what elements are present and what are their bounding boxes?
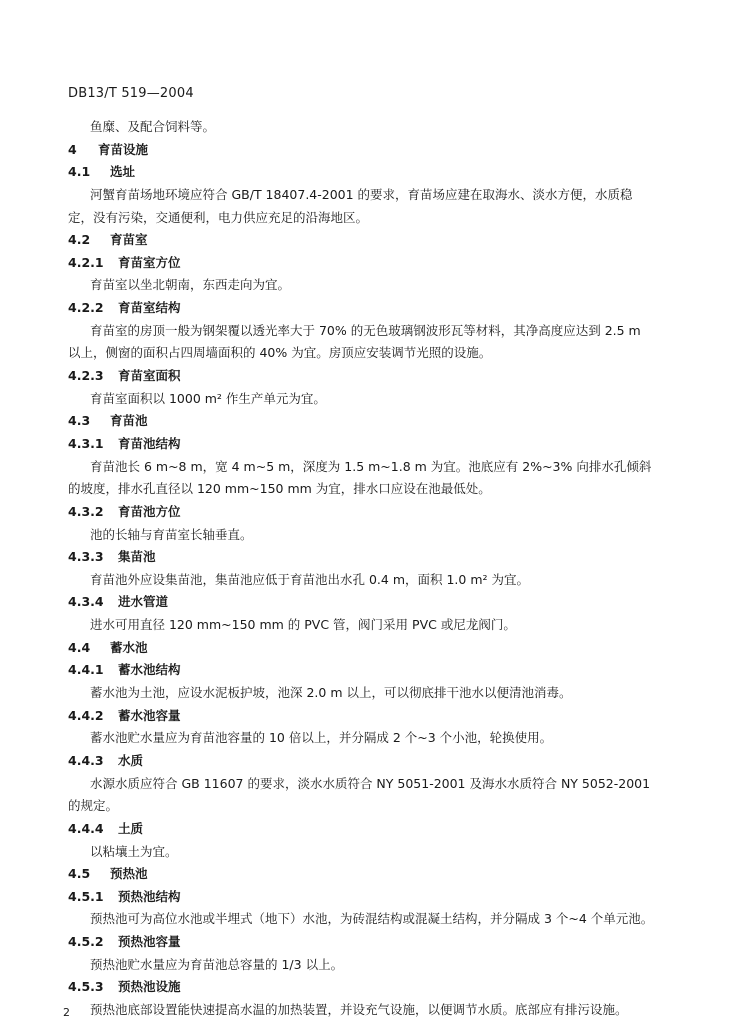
subsection-number: 4.3.3 — [68, 549, 104, 565]
section-heading — [68, 230, 148, 248]
subsection-number: 4.3.2 — [68, 503, 104, 519]
subsection-heading — [68, 751, 143, 769]
subsection-heading — [68, 366, 181, 384]
subsection-number: 4.4.3 — [68, 752, 104, 768]
subsection-number: 4.4.1 — [68, 662, 104, 678]
subsection-title: 水质 — [118, 752, 144, 768]
subsection-number: 4.2.2 — [68, 300, 104, 316]
section-number: 4.1 — [68, 164, 91, 180]
paragraph-line: 育苗室面积以 1000 m² 作生产单元为宜。 — [90, 390, 326, 406]
subsection-title: 育苗室结构 — [118, 300, 181, 316]
subsection-heading — [68, 547, 156, 565]
subsection-number: 4.4.2 — [68, 707, 104, 723]
paragraph-line: 池的长轴与育苗室长轴垂直。 — [90, 526, 253, 542]
subsection-heading — [68, 977, 181, 995]
subsection-heading — [68, 887, 181, 905]
subsection-title: 蓄水池容量 — [118, 707, 181, 723]
subsection-number: 4.2.1 — [68, 254, 104, 270]
continuation-text: 鱼糜、及配合饲料等。 — [90, 119, 216, 134]
paragraph-line: 蓄水池为土池，应设水泥板护坡，池深 2.0 m 以上，可以彻底排干池水以便清池消毒。 — [90, 685, 572, 701]
subsection-title: 预热池容量 — [118, 934, 181, 950]
section-number: 4.5 — [68, 866, 91, 882]
subsection-title: 预热池结构 — [118, 888, 181, 904]
paragraph-line: 进水可用直径 120 mm~150 mm 的 PVC 管，阀门采用 PVC 或尼龙阀门。 — [90, 617, 516, 633]
paragraph-line: 以上，侧窗的面积占四周墙面积的 40% 为宜。房顶应安装调节光照的设施。 — [68, 345, 492, 361]
section-heading — [68, 638, 148, 656]
subsection-heading — [68, 592, 168, 610]
subsection-title: 育苗室方位 — [118, 254, 181, 270]
chapter-title: 育苗设施 — [98, 141, 149, 157]
paragraph-line: 预热池底部设置能快速提高水温的加热装置，并设充气设施，以便调节水质。底部应有排污设施。 — [90, 1002, 628, 1017]
section-title: 预热池 — [110, 866, 148, 882]
paragraph-line: 的规定。 — [68, 798, 119, 814]
paragraph-line: 预热池贮水量应为育苗池总容量的 1/3 以上。 — [90, 956, 344, 972]
subsection-title: 育苗池结构 — [118, 435, 181, 451]
chapter-heading — [68, 140, 148, 158]
paragraph-line: 河蟹育苗场地环境应符合 GB/T 18407.4-2001 的要求，育苗场应建在取海水、淡水方便，水质稳 — [90, 186, 633, 202]
subsection-title: 预热池设施 — [118, 979, 181, 995]
subsection-title: 育苗池方位 — [118, 503, 181, 519]
page-number: 2 — [63, 1006, 70, 1019]
subsection-heading — [68, 434, 181, 452]
section-heading — [68, 864, 148, 882]
paragraph-line: 育苗池长 6 m~8 m，宽 4 m~5 m，深度为 1.5 m~1.8 m 为宜。池底应有 2%~3% 向排水孔倾斜 — [90, 458, 652, 474]
paragraph-line: 定，没有污染，交通便利，电力供应充足的沿海地区。 — [68, 209, 369, 225]
paragraph-line: 育苗池外应设集苗池，集苗池应低于育苗池出水孔 0.4 m，面积 1.0 m² 为宜。 — [90, 571, 529, 587]
subsection-number: 4.2.3 — [68, 368, 104, 384]
subsection-number: 4.5.2 — [68, 934, 104, 950]
subsection-heading — [68, 706, 181, 724]
paragraph-line: 蓄水池贮水量应为育苗池容量的 10 倍以上，并分隔成 2 个~3 个小池，轮换使用。 — [90, 730, 553, 746]
standard-code-header: DB13/T 519—2004 — [68, 86, 194, 101]
paragraph-line: 以粘壤土为宜。 — [90, 843, 178, 859]
section-title: 育苗池 — [110, 413, 148, 429]
section-number: 4.4 — [68, 639, 91, 655]
section-title: 育苗室 — [110, 232, 148, 248]
paragraph-line: 育苗室的房顶一般为钢架覆以透光率大于 70% 的无色玻璃钢波形瓦等材料，其净高度应达到 2.5 m — [90, 322, 641, 338]
subsection-title: 进水管道 — [118, 594, 169, 610]
subsection-heading — [68, 502, 181, 520]
section-number: 4.2 — [68, 232, 91, 248]
chapter-number: 4 — [68, 141, 77, 157]
subsection-heading — [68, 253, 181, 271]
paragraph-line: 育苗室以坐北朝南，东西走向为宜。 — [90, 277, 291, 293]
section-heading — [68, 411, 148, 429]
paragraph-line: 预热池可为高位水池或半埋式（地下）水池，为砖混结构或混凝土结构，并分隔成 3 个~4 个单元池。 — [90, 911, 654, 927]
subsection-heading — [68, 660, 181, 678]
subsection-heading — [68, 298, 181, 316]
subsection-title: 育苗室面积 — [118, 368, 181, 384]
subsection-number: 4.5.3 — [68, 979, 104, 995]
subsection-number: 4.3.1 — [68, 435, 104, 451]
subsection-number: 4.5.1 — [68, 888, 104, 904]
subsection-heading — [68, 819, 143, 837]
subsection-number: 4.4.4 — [68, 820, 104, 836]
section-heading — [68, 162, 135, 180]
section-title: 选址 — [110, 164, 136, 180]
paragraph-line: 的坡度，排水孔直径以 120 mm~150 mm 为宜，排水口应设在池最低处。 — [68, 481, 491, 497]
subsection-heading — [68, 932, 181, 950]
paragraph-line: 水源水质应符合 GB 11607 的要求，淡水水质符合 NY 5051-2001 及海水水质符合 NY 5052-2001 — [90, 775, 651, 791]
subsection-title: 蓄水池结构 — [118, 662, 181, 678]
subsection-number: 4.3.4 — [68, 594, 104, 610]
subsection-title: 集苗池 — [118, 549, 156, 565]
section-title: 蓄水池 — [110, 639, 148, 655]
section-number: 4.3 — [68, 413, 91, 429]
subsection-title: 土质 — [118, 820, 144, 836]
